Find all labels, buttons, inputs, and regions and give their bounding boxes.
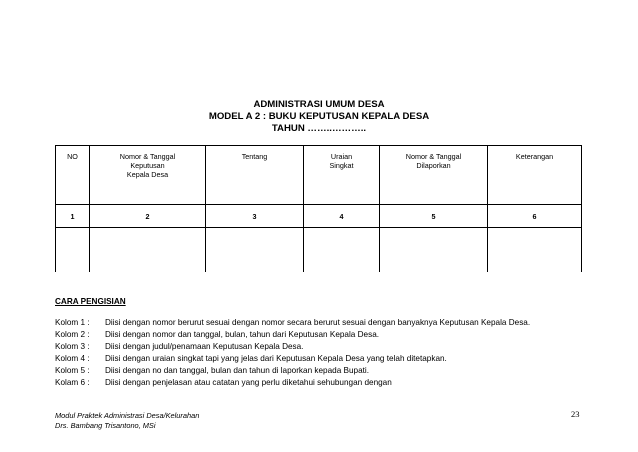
header-cell-nomor-keputusan	[90, 146, 206, 205]
instruction-text: Diisi dengan judul/penamaan Keputusan Kepala Desa.	[105, 342, 304, 351]
instruction-text: Diisi dengan uraian singkat tapi yang jelas dari Keputusan Kepala Desa yang telah ditetapkan.	[105, 354, 447, 363]
page-footer	[55, 411, 585, 431]
document-title	[0, 99, 638, 135]
instruction-column-key: Kolom 3 :	[55, 342, 90, 351]
empty-cell	[56, 228, 90, 273]
column-number: 2	[90, 205, 206, 228]
empty-cell	[206, 228, 304, 273]
instruction-column-key: Kolom 5 :	[55, 366, 90, 375]
column-number: 1	[56, 205, 90, 228]
empty-cell	[90, 228, 206, 273]
column-number: 3	[206, 205, 304, 228]
header-text: Kepala Desa	[126, 170, 169, 179]
footer-author: Drs. Bambang Trisantono, MSi	[55, 421, 156, 430]
header-text: Uraian	[330, 152, 353, 161]
instruction-item	[55, 353, 615, 365]
instruction-column-key: Kolom 4 :	[55, 354, 90, 363]
instruction-text: Diisi dengan penjelasan atau catatan yang perlu diketahui sehubungan dengan	[105, 378, 392, 387]
empty-entry-row	[56, 228, 582, 273]
footer-module-title: Modul Praktek Administrasi Desa/Kelurahan	[55, 411, 200, 420]
header-cell-uraian	[304, 146, 380, 205]
column-number: 6	[488, 205, 582, 228]
instruction-column-key: Kolam 6 :	[55, 378, 90, 387]
instruction-text: Diisi dengan nomor berurut sesuai dengan nomor secara berurut sesuai dengan banyaknya Keputusan Kepala Desa.	[105, 318, 531, 327]
empty-cell	[304, 228, 380, 273]
page-number: 23	[571, 409, 580, 419]
instruction-item	[55, 341, 615, 353]
empty-cell	[380, 228, 488, 273]
table-header-row	[56, 146, 582, 205]
instruction-item	[55, 329, 615, 341]
header-cell-keterangan	[488, 146, 582, 205]
column-number-row	[56, 205, 582, 228]
header-cell-tentang	[206, 146, 304, 205]
instruction-item	[55, 377, 615, 389]
instruction-column-key: Kolom 1 :	[55, 318, 90, 327]
header-text: Nomor & Tanggal	[119, 152, 176, 161]
instruction-text: Diisi dengan no dan tanggal, bulan dan tahun di laporkan kepada Bupati.	[105, 366, 370, 375]
register-table	[55, 145, 582, 272]
header-text: Singkat	[329, 161, 354, 170]
header-cell-dilaporkan	[380, 146, 488, 205]
filling-instructions	[55, 296, 615, 389]
header-text: Tentang	[241, 152, 268, 161]
header-text: Keterangan	[515, 152, 554, 161]
header-text: Nomor & Tanggal	[405, 152, 462, 161]
title-line-3: TAHUN ……..………..	[271, 123, 367, 134]
column-number: 5	[380, 205, 488, 228]
title-line-1: ADMINISTRASI UMUM DESA	[253, 99, 385, 110]
header-cell-no	[56, 146, 90, 205]
title-line-2: MODEL A 2 : BUKU KEPUTUSAN KEPALA DESA	[208, 111, 430, 122]
empty-cell	[488, 228, 582, 273]
instruction-column-key: Kolom 2 :	[55, 330, 90, 339]
column-number: 4	[304, 205, 380, 228]
header-text: Dilaporkan	[416, 161, 451, 170]
header-text: NO	[67, 152, 78, 161]
instruction-item	[55, 365, 615, 377]
instructions-heading: CARA PENGISIAN	[55, 297, 126, 306]
instruction-text: Diisi dengan nomor dan tanggal, bulan, tahun dari Keputusan Kepala Desa.	[105, 330, 380, 339]
instruction-item	[55, 317, 615, 329]
header-text: Keputusan	[130, 161, 165, 170]
